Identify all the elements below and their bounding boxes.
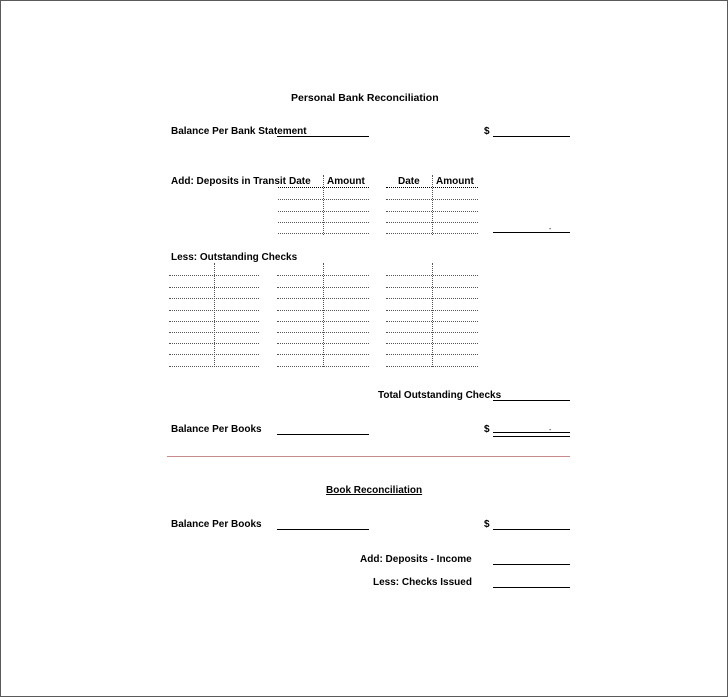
checks-table-3-rule xyxy=(386,321,478,322)
dollar-sign: $ xyxy=(484,424,490,435)
books-balance-double-line xyxy=(493,432,570,437)
deposit-date-header-1: Date xyxy=(289,176,311,187)
checks-table-2-rule xyxy=(277,287,369,288)
total-outstanding-checks-label: Total Outstanding Checks xyxy=(378,390,502,401)
bank-balance-entry-line xyxy=(277,136,369,137)
checks-table-1-rule xyxy=(169,310,259,311)
checks-table-2-rule xyxy=(277,343,369,344)
balance-per-bank-label: Balance Per Bank Statement xyxy=(171,126,307,137)
deposits-income-label: Add: Deposits - Income xyxy=(360,554,472,565)
deposit-date-header-2: Date xyxy=(398,176,420,187)
book-balance-per-books-label: Balance Per Books xyxy=(171,519,262,530)
deposits-total-value: - xyxy=(549,226,552,233)
books-balance-value: - xyxy=(549,427,552,434)
checks-table-1-rule xyxy=(169,354,259,355)
checks-table-1-rule xyxy=(169,298,259,299)
deposits-total-line xyxy=(493,232,570,233)
checks-issued-line xyxy=(493,587,570,588)
book-balance-total-line xyxy=(493,529,570,530)
outstanding-checks-label: Less: Outstanding Checks xyxy=(171,252,298,263)
checks-table-3-rule xyxy=(386,298,478,299)
checks-table-1-rule xyxy=(169,343,259,344)
page-title: Personal Bank Reconciliation xyxy=(291,92,439,104)
deposit-table-1-rule xyxy=(278,187,369,188)
books-balance-entry-line xyxy=(277,434,369,435)
checks-table-1-rule xyxy=(169,321,259,322)
deposit-table-1-rule xyxy=(278,222,369,223)
checks-table-2-rule xyxy=(277,321,369,322)
deposit-table-2-rule xyxy=(386,222,478,223)
checks-table-2-rule xyxy=(277,310,369,311)
checks-table-3-rule xyxy=(386,366,478,367)
checks-table-3-rule xyxy=(386,332,478,333)
deposit-table-1-rule xyxy=(278,233,369,234)
book-balance-entry-line xyxy=(277,529,369,530)
deposit-amount-header-1: Amount xyxy=(327,176,365,187)
deposit-table-2-rule xyxy=(386,199,478,200)
deposit-table-2-rule xyxy=(386,211,478,212)
checks-table-2-rule xyxy=(277,275,369,276)
checks-table-2-rule xyxy=(277,366,369,367)
dollar-sign: $ xyxy=(484,519,490,530)
checks-issued-label: Less: Checks Issued xyxy=(373,577,472,588)
checks-table-1-rule xyxy=(169,275,259,276)
checks-table-2-rule xyxy=(277,298,369,299)
deposits-in-transit-label: Add: Deposits in Transit xyxy=(171,176,287,187)
checks-table-3-rule xyxy=(386,275,478,276)
checks-table-3-divider xyxy=(432,263,433,367)
checks-table-1-rule xyxy=(169,287,259,288)
dollar-sign: $ xyxy=(484,126,490,137)
outstanding-checks-total-line xyxy=(493,400,570,401)
checks-table-1-divider xyxy=(214,263,215,367)
checks-table-3-rule xyxy=(386,354,478,355)
checks-table-2-rule xyxy=(277,354,369,355)
checks-table-1-rule xyxy=(169,366,259,367)
checks-table-2-rule xyxy=(277,332,369,333)
checks-table-1-rule xyxy=(169,332,259,333)
checks-table-3-rule xyxy=(386,343,478,344)
deposit-amount-header-2: Amount xyxy=(436,176,474,187)
total-outstanding-checks-clip xyxy=(378,390,502,402)
section-divider xyxy=(167,456,570,457)
deposit-table-2-divider xyxy=(432,175,433,235)
deposit-table-1-divider xyxy=(323,175,324,235)
balance-per-books-label: Balance Per Books xyxy=(171,424,262,435)
bank-balance-total-line xyxy=(493,136,570,137)
checks-table-3-rule xyxy=(386,287,478,288)
checks-table-3-rule xyxy=(386,310,478,311)
deposits-income-line xyxy=(493,564,570,565)
deposit-table-2-rule xyxy=(386,187,478,188)
checks-table-2-divider xyxy=(323,263,324,367)
deposit-table-1-rule xyxy=(278,211,369,212)
deposit-table-1-rule xyxy=(278,199,369,200)
deposit-table-2-rule xyxy=(386,233,478,234)
book-reconciliation-title: Book Reconciliation xyxy=(326,485,423,496)
